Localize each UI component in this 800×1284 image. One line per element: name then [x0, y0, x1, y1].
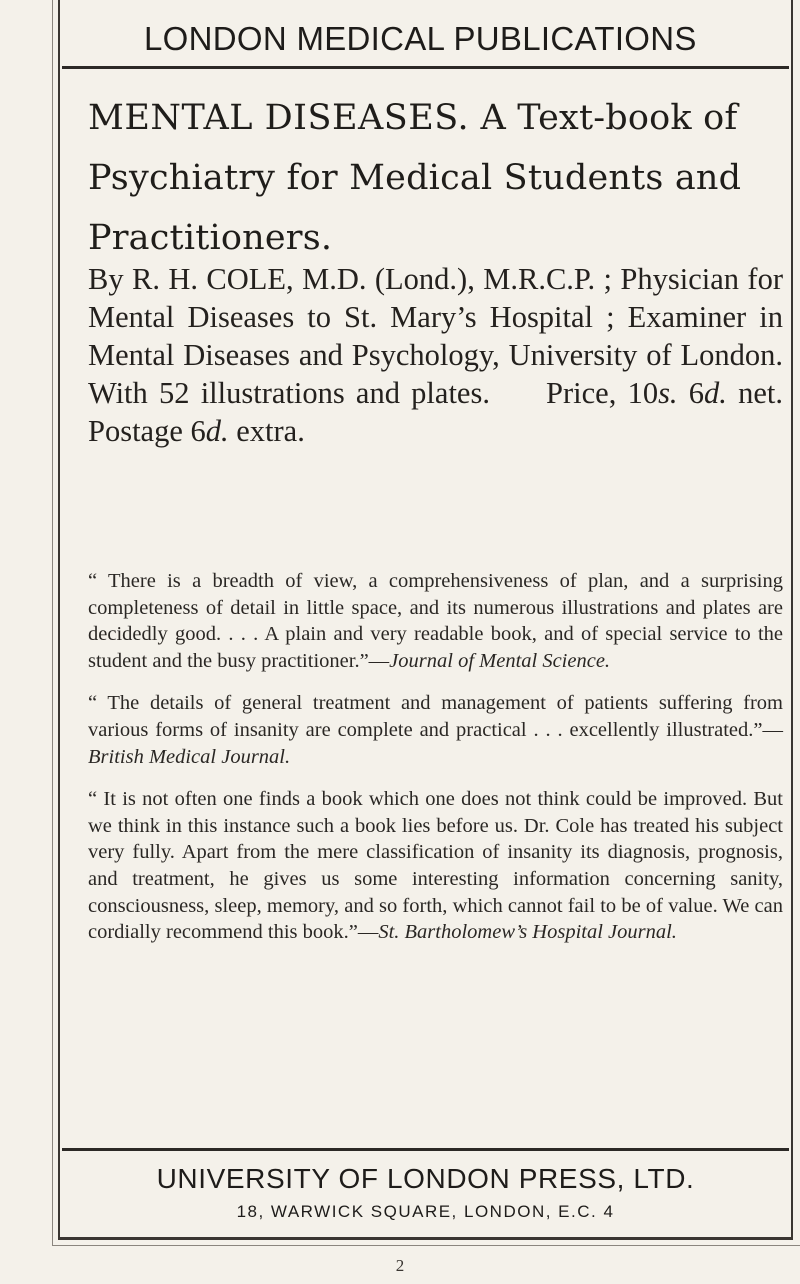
- page-number: 2: [395, 1256, 405, 1275]
- book-title: [88, 88, 778, 268]
- review-text: “ The details of general treatment and management of patients suffering from various forms of insanity are complete and practical . . . excellently illustrated.”—: [88, 692, 783, 741]
- price-pence-unit: d.: [704, 376, 727, 410]
- author-description: Physician for Mental Diseases to St. Mary’s Hospital ; Examiner in Mental Diseases and Psychology, University of London. With 52 illustrations and plates.: [88, 262, 783, 410]
- postage-label: Postage: [88, 414, 183, 448]
- review-text: “ It is not often one finds a book which one does not think could be improved. But we think in this instance such a book lies before us. Dr. Cole has treated his subject very fully. Apart from the mere classification of insanity its diagnosis, prognosis, and treatment, he gives us some interesting information concerning sanity, consciousness, sleep, memory, and so forth, which cannot fail to be of value. We can cordially recommend this book.”—: [88, 788, 783, 944]
- review-quote: [88, 568, 783, 674]
- review-quote: [88, 690, 783, 770]
- author-name: By R. H. COLE, M.D. (Lond.), M.R.C.P. ;: [88, 262, 613, 296]
- review-source: Journal of Mental Science.: [389, 649, 611, 672]
- publisher-name: UNIVERSITY OF LONDON PRESS, LTD.: [156, 1163, 695, 1194]
- bottom-divider: [62, 1148, 789, 1151]
- series-header: LONDON MEDICAL PUBLICATIONS: [144, 20, 697, 57]
- price-net: net.: [738, 376, 784, 410]
- review-text: “ There is a breadth of view, a comprehensiveness of plan, and a surprising completeness of detail in little space, and its numerous illustrations and plates are decidedly good. . . . A plain and very readable book, and of special service to the student and the busy practitioner.”—: [88, 570, 783, 672]
- price-shillings-unit: s.: [658, 376, 678, 410]
- book-title-main: MENTAL DISEASES.: [88, 98, 470, 138]
- price: [628, 376, 727, 410]
- postage: [191, 414, 229, 448]
- review-source: British Medical Journal.: [88, 745, 291, 768]
- author-byline: [88, 260, 783, 450]
- price-pence: 6: [688, 376, 705, 410]
- price-label: Price,: [546, 376, 617, 410]
- top-divider: [62, 66, 789, 69]
- price-shillings: 10: [627, 376, 659, 410]
- review-quote: [88, 786, 783, 946]
- postage-extra: extra.: [236, 414, 305, 448]
- postage-pence: 6: [190, 414, 206, 448]
- postage-pence-unit: d.: [205, 414, 229, 448]
- review-source: St. Bartholomew’s Hospital Journal.: [378, 921, 677, 944]
- publisher-address: 18, WARWICK SQUARE, LONDON, E.C. 4: [236, 1202, 615, 1221]
- review-quotes: [88, 568, 783, 962]
- book-title-subtitle: A Text-book of Psychiatry for Medical Students and Practitioners.: [88, 98, 742, 258]
